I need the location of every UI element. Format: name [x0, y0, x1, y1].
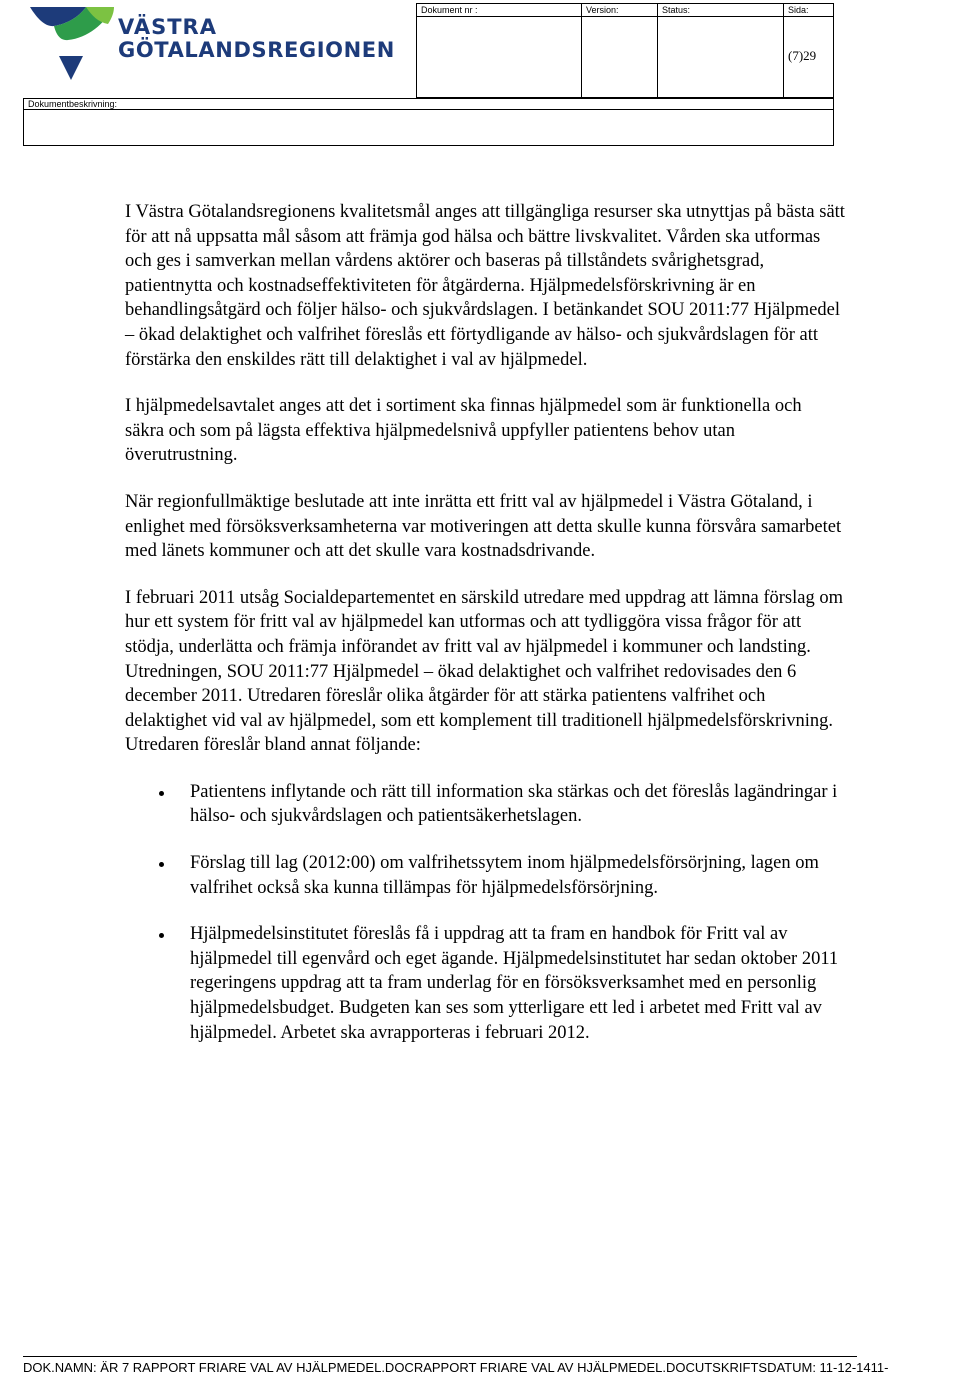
description-label: Dokumentbeskrivning:: [28, 99, 118, 109]
list-item: [125, 851, 845, 900]
paragraph: I hjälpmedelsavtalet anges att det i sortiment ska finnas hjälpmedel som är funktionella och säkra och som på lägsta effektiva hjälpmedelsnivå uppfyller patientens behov utan överutrustning.: [125, 396, 802, 466]
document-description-box: [23, 98, 834, 146]
footer-filename: DOK.NAMN: ÄR 7 RAPPORT FRIARE VAL AV HJÄLPMEDEL.DOCRAPPORT FRIARE VAL AV HJÄLPMEDEL.DOCUTSKRIFTSDATUM: 11-12-1411-: [23, 1360, 889, 1375]
bullet-icon: [159, 862, 164, 867]
document-body: [125, 200, 845, 1067]
version-label: Version:: [586, 5, 619, 15]
meta-col-divider: [783, 4, 784, 97]
description-divider: [24, 109, 833, 110]
paragraph: I februari 2011 utsåg Socialdepartementet en särskild utredare med uppdrag att lämna förslag om hur ett system för fritt val av hjälpmedel kan utformas och att tydliggöra vissa frågor för att stödja, underlätta och främja införandet av fritt val av hjälpmedel i kommuner och landsting. Utredningen, SOU 2011:77 Hjälpmedel – ökad delaktighet och valfrihet redovisades den 6 december 2011. Utredaren föreslår olika åtgärder för att stärka patientens valfrihet och delaktighet vid val av hjälpmedel, som ett komplement till traditionell hjälpmedelsförskrivning. Utredaren föreslår bland annat följande:: [125, 587, 843, 756]
list-item: [125, 922, 845, 1045]
list-item-text: Hjälpmedelsinstitutet föreslås få i uppdrag att ta fram en handbok för Fritt val av hjälpmedel till egenvård och eget ägande. Hjälpmedelsinstitutet har sedan oktober 2011 regeringens uppdrag att ta fram underlag för en försöksverksamhet med en personlig hjälpmedelsbudget. Budgeten kan ses som ytterligare ett led i arbetet med Fritt val av hjälpmedel. Arbetet ska avrapporteras i februari 2012.: [190, 924, 839, 1043]
bullet-icon: [159, 933, 164, 938]
list-item: [125, 780, 845, 829]
meta-col-divider: [581, 4, 582, 97]
footer-rule: [23, 1356, 857, 1357]
logo-line-1: VÄSTRA: [118, 15, 217, 39]
paragraph: I Västra Götalandsregionens kvalitetsmål anges att tillgängliga resurser ska utnyttjas på bästa sätt för att nå uppsatta mål såsom att främja god hälsa och bättre livskvalitet. Vården ska utformas och ges i samverkan mellan vårdens aktörer och baseras på tillståndets svårighetsgrad, patientnytta och kostnadseffektiviteten för åtgärderna. Hjälpmedelsförskrivning är en behandlingsåtgärd och följer hälso- och sjukvårdslagen. I betänkandet SOU 2011:77 Hjälpmedel – ökad delaktighet och valfrihet föreslås ett förtydligande av hälso- och sjukvårdslagen för att förstärka den enskildes rätt till delaktighet i val av hjälpmedel.: [125, 202, 845, 370]
meta-col-divider: [657, 4, 658, 97]
list-item-text: Förslag till lag (2012:00) om valfrihetssytem inom hjälpmedelsförsörjning, lagen om valfrihet också ska kunna tillämpas för hjälpmedelsförsörjning.: [190, 853, 819, 898]
doc-nr-label: Dokument nr :: [421, 5, 478, 15]
logo-mark-icon: [26, 4, 116, 84]
document-metadata-table: [416, 3, 834, 98]
list-item-text: Patientens inflytande och rätt till information ska stärkas och det föreslås lagändringar i hälso- och sjukvårdslagen och patientsäkerhetslagen.: [190, 781, 838, 827]
page-number: (7)29: [788, 48, 817, 63]
status-label: Status:: [662, 5, 691, 15]
organization-logo: [26, 4, 406, 84]
page-label: Sida:: [788, 5, 809, 15]
logo-line-2: GÖTALANDSREGIONEN: [118, 38, 395, 62]
bullet-list: [125, 780, 845, 1045]
meta-divider: [417, 16, 833, 17]
bullet-icon: [159, 791, 164, 796]
paragraph: När regionfullmäktige beslutade att inte inrätta ett fritt val av hjälpmedel i Västra Götaland, i enlighet med försöksverksamheterna var motiveringen att detta skulle kunna försvåra samarbetet med länets kommuner och att det skulle vara kostnadsdrivande.: [125, 491, 842, 562]
